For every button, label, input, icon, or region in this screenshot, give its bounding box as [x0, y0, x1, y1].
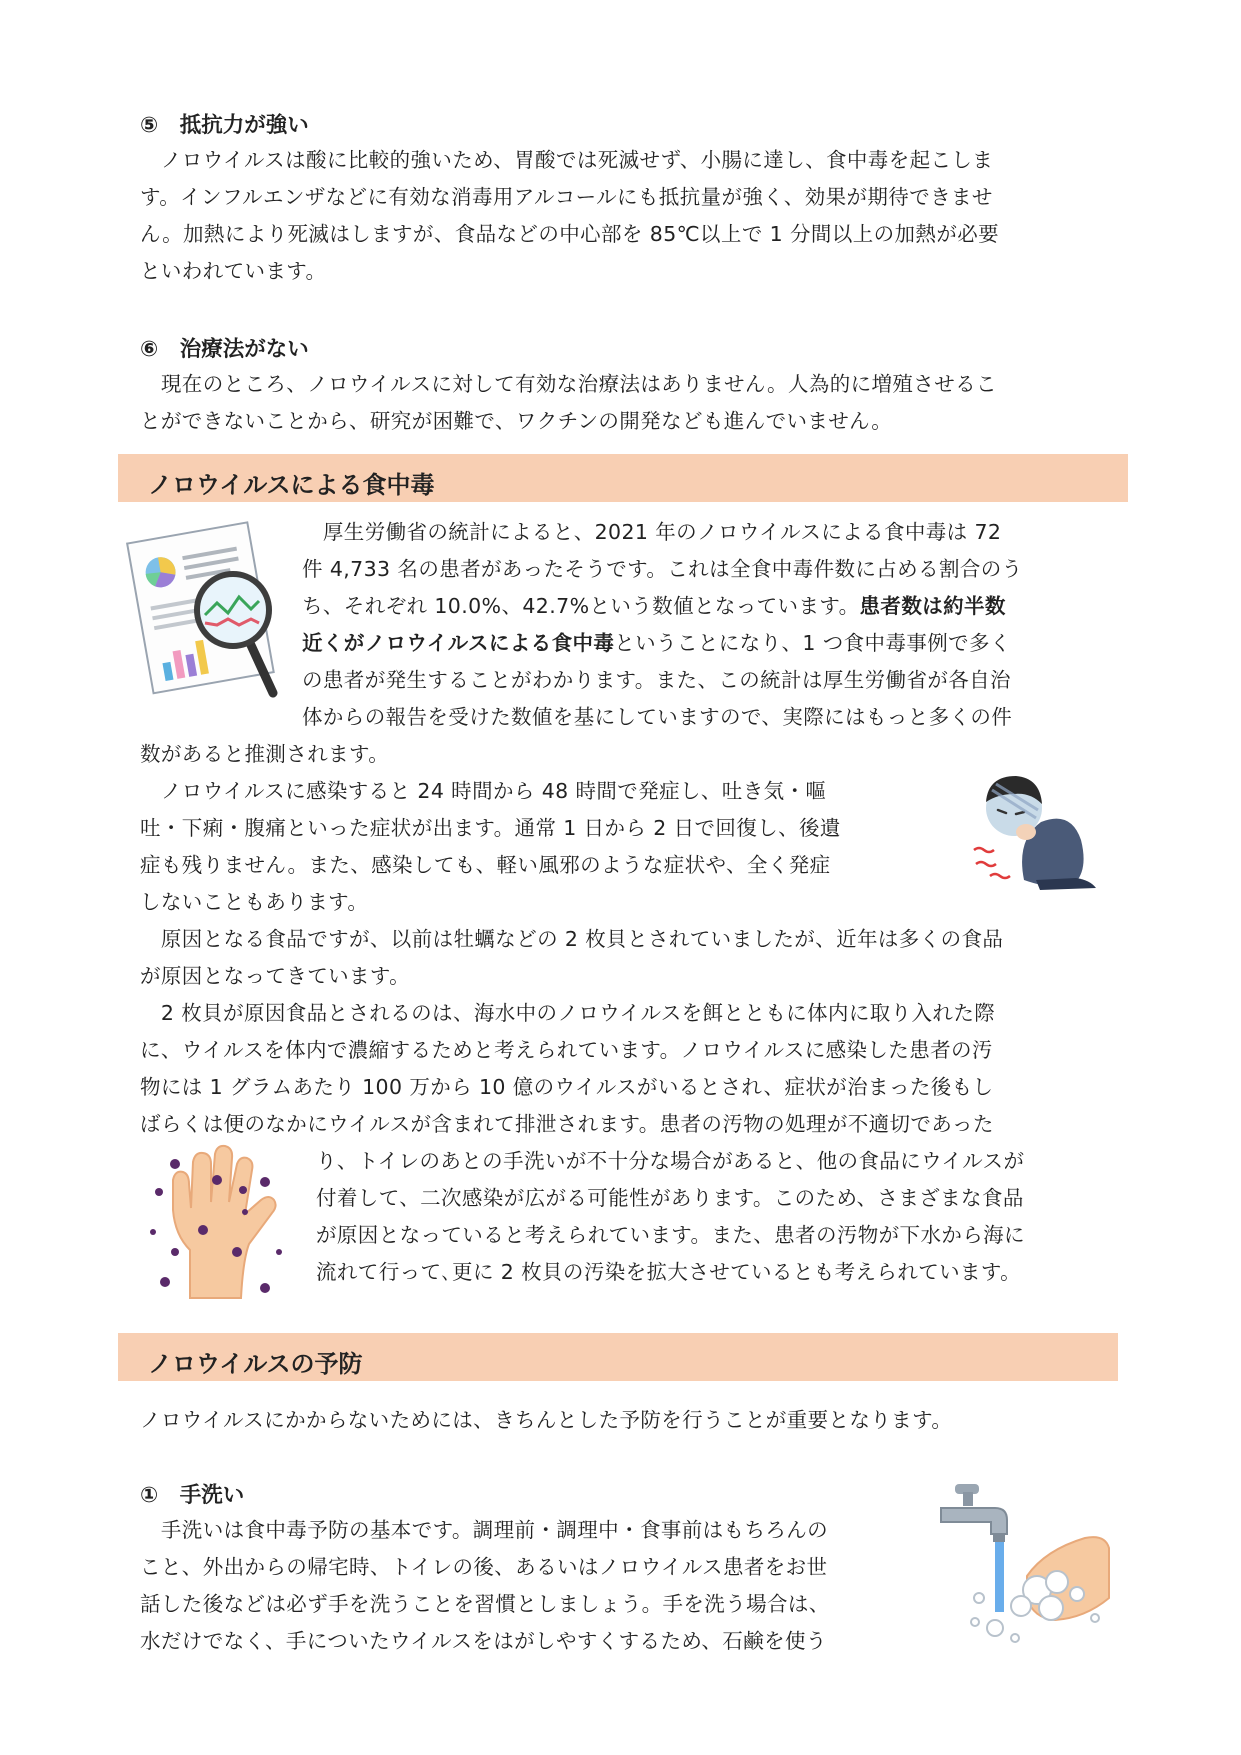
emphasis-text: 患者数は約半数 [859, 594, 1006, 618]
virus-covered-hand-icon [145, 1140, 295, 1300]
paragraph-line: 体からの報告を受けた数値を基にしていますので、実際にはもっと多くの件 [302, 705, 1013, 729]
paragraph-line: 手洗いは食中毒予防の基本です。調理前・調理中・食事前はもちろんの [140, 1518, 829, 1542]
statistics-report-with-magnifier-icon [125, 515, 290, 705]
heading-no-treatment: ⑥ 治療法がない [140, 337, 309, 362]
paragraph-line: 2 枚貝が原因食品とされるのは、海水中のノロウイルスを餌とともに体内に取り入れた際 [140, 1001, 996, 1025]
paragraph-line [302, 588, 1006, 625]
paragraph-line: ん。加熱により死滅はしますが、食品などの中心部を 85℃以上で 1 分間以上の加熱が必要 [140, 222, 1000, 246]
paragraph-line: に、ウイルスを体内で濃縮するためと考えられています。ノロウイルスに感染した患者の汚 [140, 1038, 993, 1062]
section-title-prevention: ノロウイルスの予防 [148, 1350, 363, 1378]
paragraph-line: 症も残りません。また、感染しても、軽い風邪のような症状や、全く発症 [140, 853, 831, 877]
sick-person-icon [966, 760, 1116, 895]
emphasis-text: 近くがノロウイルスによる食中毒 [302, 631, 615, 655]
paragraph-line: 付着して、二次感染が広がる可能性があります。このため、さまざまな食品 [316, 1186, 1024, 1210]
paragraph-line: 現在のところ、ノロウイルスに対して有効な治療法はありません。人為的に増殖させるこ [140, 372, 997, 396]
paragraph-line [302, 625, 1011, 662]
paragraph-line: 数があると推測されます。 [140, 742, 390, 766]
paragraph-line: こと、外出からの帰宅時、トイレの後、あるいはノロウイルス患者をお世 [140, 1555, 828, 1579]
paragraph-line: しないこともあります。 [140, 890, 369, 914]
paragraph-line: ノロウイルスは酸に比較的強いため、胃酸では死滅せず、小腸に達し、食中毒を起こしま [140, 148, 994, 172]
paragraph-line: り、トイレのあとの手洗いが不十分な場合があると、他の食品にウイルスが [316, 1149, 1025, 1173]
paragraph-line: が原因となっていると考えられています。また、患者の汚物が下水から海に [316, 1223, 1025, 1247]
paragraph-line: 物には 1 グラムあたり 100 万から 10 億のウイルスがいるとされ、症状が治まった後もし [140, 1075, 994, 1099]
paragraph-line: ばらくは便のなかにウイルスが含まれて排泄されます。患者の汚物の処理が不適切であった [140, 1112, 994, 1136]
prevention-intro: ノロウイルスにかからないためには、きちんとした予防を行うことが重要となります。 [140, 1408, 953, 1432]
hand-washing-faucet-icon [935, 1478, 1115, 1648]
paragraph-line: といわれています。 [140, 259, 327, 283]
heading-resistance: ⑤ 抵抗力が強い [140, 113, 309, 138]
paragraph-line: とができないことから、研究が困難で、ワクチンの開発なども進んでいません。 [140, 409, 893, 433]
paragraph-line: 吐・下痢・腹痛といった症状が出ます。通常 1 日から 2 日で回復し、後遺 [140, 816, 841, 840]
paragraph-line: 話した後などは必ず手を洗うことを習慣としましょう。手を洗う場合は、 [140, 1592, 830, 1616]
text-segment: ということになり、1 つ食中毒事例で多く [614, 631, 1011, 655]
paragraph-line: す。インフルエンザなどに有効な消毒用アルコールにも抵抗量が強く、効果が期待できませ [140, 185, 993, 209]
paragraph-line: 水だけでなく、手についたウイルスをはがしやすくするため、石鹸を使う [140, 1629, 827, 1653]
text-segment: ち、それぞれ 10.0%、42.7%という数値となっています。 [302, 594, 860, 618]
paragraph-line: 流れて行って､更に 2 枚貝の汚染を拡大させているとも考えられています。 [316, 1260, 1022, 1284]
paragraph-line: が原因となってきています。 [140, 964, 411, 988]
section-title-food-poisoning: ノロウイルスによる食中毒 [148, 471, 435, 499]
heading-hand-washing: ① 手洗い [140, 1483, 245, 1508]
paragraph-line: の患者が発生することがわかります。また、この統計は厚生労働省が各自治 [302, 668, 1011, 692]
paragraph-line: 原因となる食品ですが、以前は牡蠣などの 2 枚貝とされていましたが、近年は多くの食品 [140, 927, 1004, 951]
paragraph-line: 厚生労働省の統計によると、2021 年のノロウイルスによる食中毒は 72 [302, 520, 1002, 544]
paragraph-line: 件 4,733 名の患者があったそうです。これは全食中毒件数に占める割合のう [302, 557, 1023, 581]
paragraph-line: ノロウイルスに感染すると 24 時間から 48 時間で発症し、吐き気・嘔 [140, 779, 827, 803]
